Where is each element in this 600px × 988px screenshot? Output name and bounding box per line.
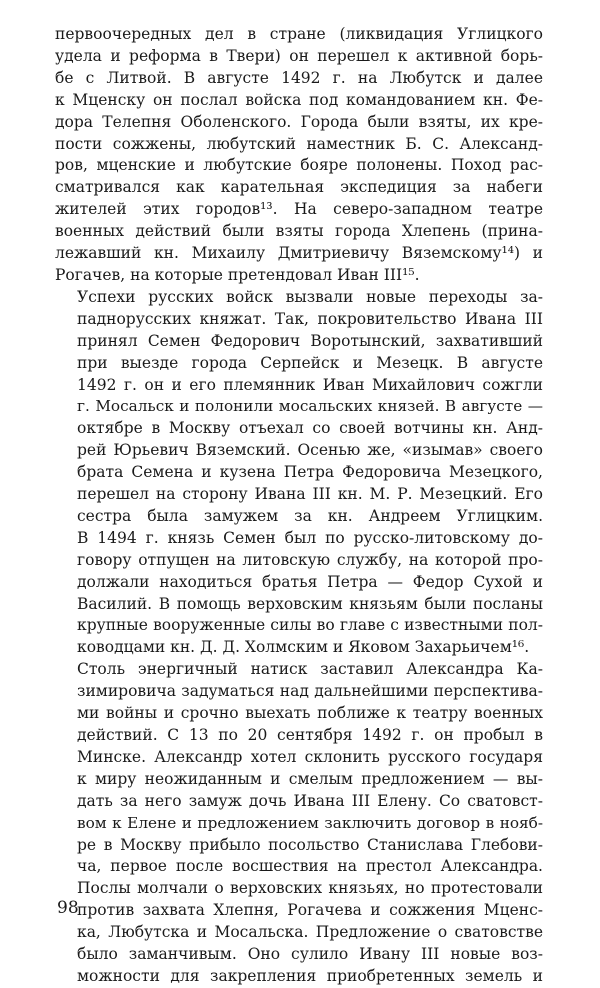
text-line: при выезде города Серпейск и Мезецк. В августе (77, 353, 543, 372)
page-body (55, 24, 543, 988)
text-line: Столь энергичный натиск заставил Александра Ка- (77, 660, 543, 679)
text-line: рей Юрьевич Вяземский. Осенью же, «изымав» своего (77, 441, 543, 460)
text-line: первоочередных дел в стране (ликвидация Углицкого (55, 25, 543, 43)
text-line: Василий. В помощь верховским князьям были посланы (77, 594, 543, 613)
text-line: крупные вооруженные силы во главе с известными пол- (77, 616, 543, 635)
text-line: к миру неожиданным и смелым предложением — вы- (77, 769, 543, 788)
text-line: октябре в Москву отъехал со своей вотчины кн. Анд- (77, 419, 543, 438)
text-line: брата Семена и кузена Петра Федоровича Мезецкого, (77, 463, 543, 482)
text-line: лежавший кн. Михаилу Дмитриевичу Вяземскому¹⁴) и (55, 244, 543, 263)
text-line: г. Мосальск и полонили мосальских князей. В августе — (77, 397, 543, 416)
text-line: Послы молчали о верховских князьях, но протестовали (77, 879, 543, 898)
text-line: военных действий были взяты города Хлепень (прина- (55, 222, 543, 241)
text-line: дора Телепня Оболенского. Города были взяты, их кре- (55, 112, 543, 131)
text-line: ми войны и срочно выехать поближе к театру военных (77, 704, 543, 723)
text-line: Рогачев, на которые претендовал Иван III¹⁵. (55, 265, 420, 284)
text-line: Минске. Александр хотел склонить русского государя (77, 747, 543, 766)
text-line: удела и реформа в Твери) он перешел к активной борь- (55, 46, 543, 65)
paragraph-1 (55, 24, 543, 287)
text-line: было заманчивым. Оно сулило Ивану III новые воз- (77, 945, 543, 964)
text-line: жителей этих городов¹³. На северо-западном театре (55, 200, 543, 219)
text-line: должали находиться братья Петра — Федор Сухой и (77, 572, 543, 591)
text-line: ча, первое после восшествия на престол Александра. (77, 857, 543, 876)
text-line: ров, мценские и любутские бояре полонены. Поход рас- (55, 156, 543, 175)
text-line: ководцами кн. Д. Д. Холмским и Яковом Захарьичем¹⁶. (77, 638, 530, 657)
text-line: зимировича задуматься над дальнейшими перспектива- (77, 682, 543, 701)
text-line: говору отпущен на литовскую службу, на которой про- (77, 550, 543, 569)
text-line: В 1494 г. князь Семен был по русско-литовскому до- (77, 528, 543, 547)
text-line: ка, Любутска и Мосальска. Предложение о сватовстве (77, 923, 543, 942)
text-line: против захвата Хлепня, Рогачева и сожжения Мценс- (77, 901, 543, 920)
text-line: перешел на сторону Ивана III кн. М. Р. Мезецкий. Его (77, 485, 543, 504)
text-line: можности для закрепления приобретенных земель и (77, 966, 543, 985)
text-line: дать за него замуж дочь Ивана III Елену. Со сватовст- (77, 791, 543, 810)
paragraph-3 (55, 659, 543, 988)
text-line: сестра была замужем за кн. Андреем Углицким. (77, 506, 543, 525)
text-line: действий. С 13 по 20 сентября 1492 г. он пробыл в (77, 726, 543, 744)
text-line: бе с Литвой. В августе 1492 г. на Любутск и далее (55, 68, 543, 87)
text-line: к Мценску он послал войска под командованием кн. Фе- (55, 90, 543, 109)
text-line: Успехи русских войск вызвали новые переходы за- (77, 287, 543, 306)
page-number: 98 (57, 898, 79, 918)
text-line: сматривался как карательная экспедиция за набеги (55, 178, 543, 197)
text-line: пости сожжены, любутский наместник Б. С. Александ- (55, 134, 543, 153)
text-line: ре в Москву прибыло посольство Станислава Глебови- (77, 835, 543, 854)
text-line: 1492 г. он и его племянник Иван Михайлович сожгли (77, 375, 543, 394)
paragraph-2 (55, 287, 543, 659)
text-line: паднорусских княжат. Так, покровительство Ивана III (77, 309, 543, 328)
text-line: принял Семен Федорович Воротынский, захвативший (77, 331, 543, 350)
text-line: вом к Елене и предложением заключить договор в нояб- (77, 813, 543, 832)
